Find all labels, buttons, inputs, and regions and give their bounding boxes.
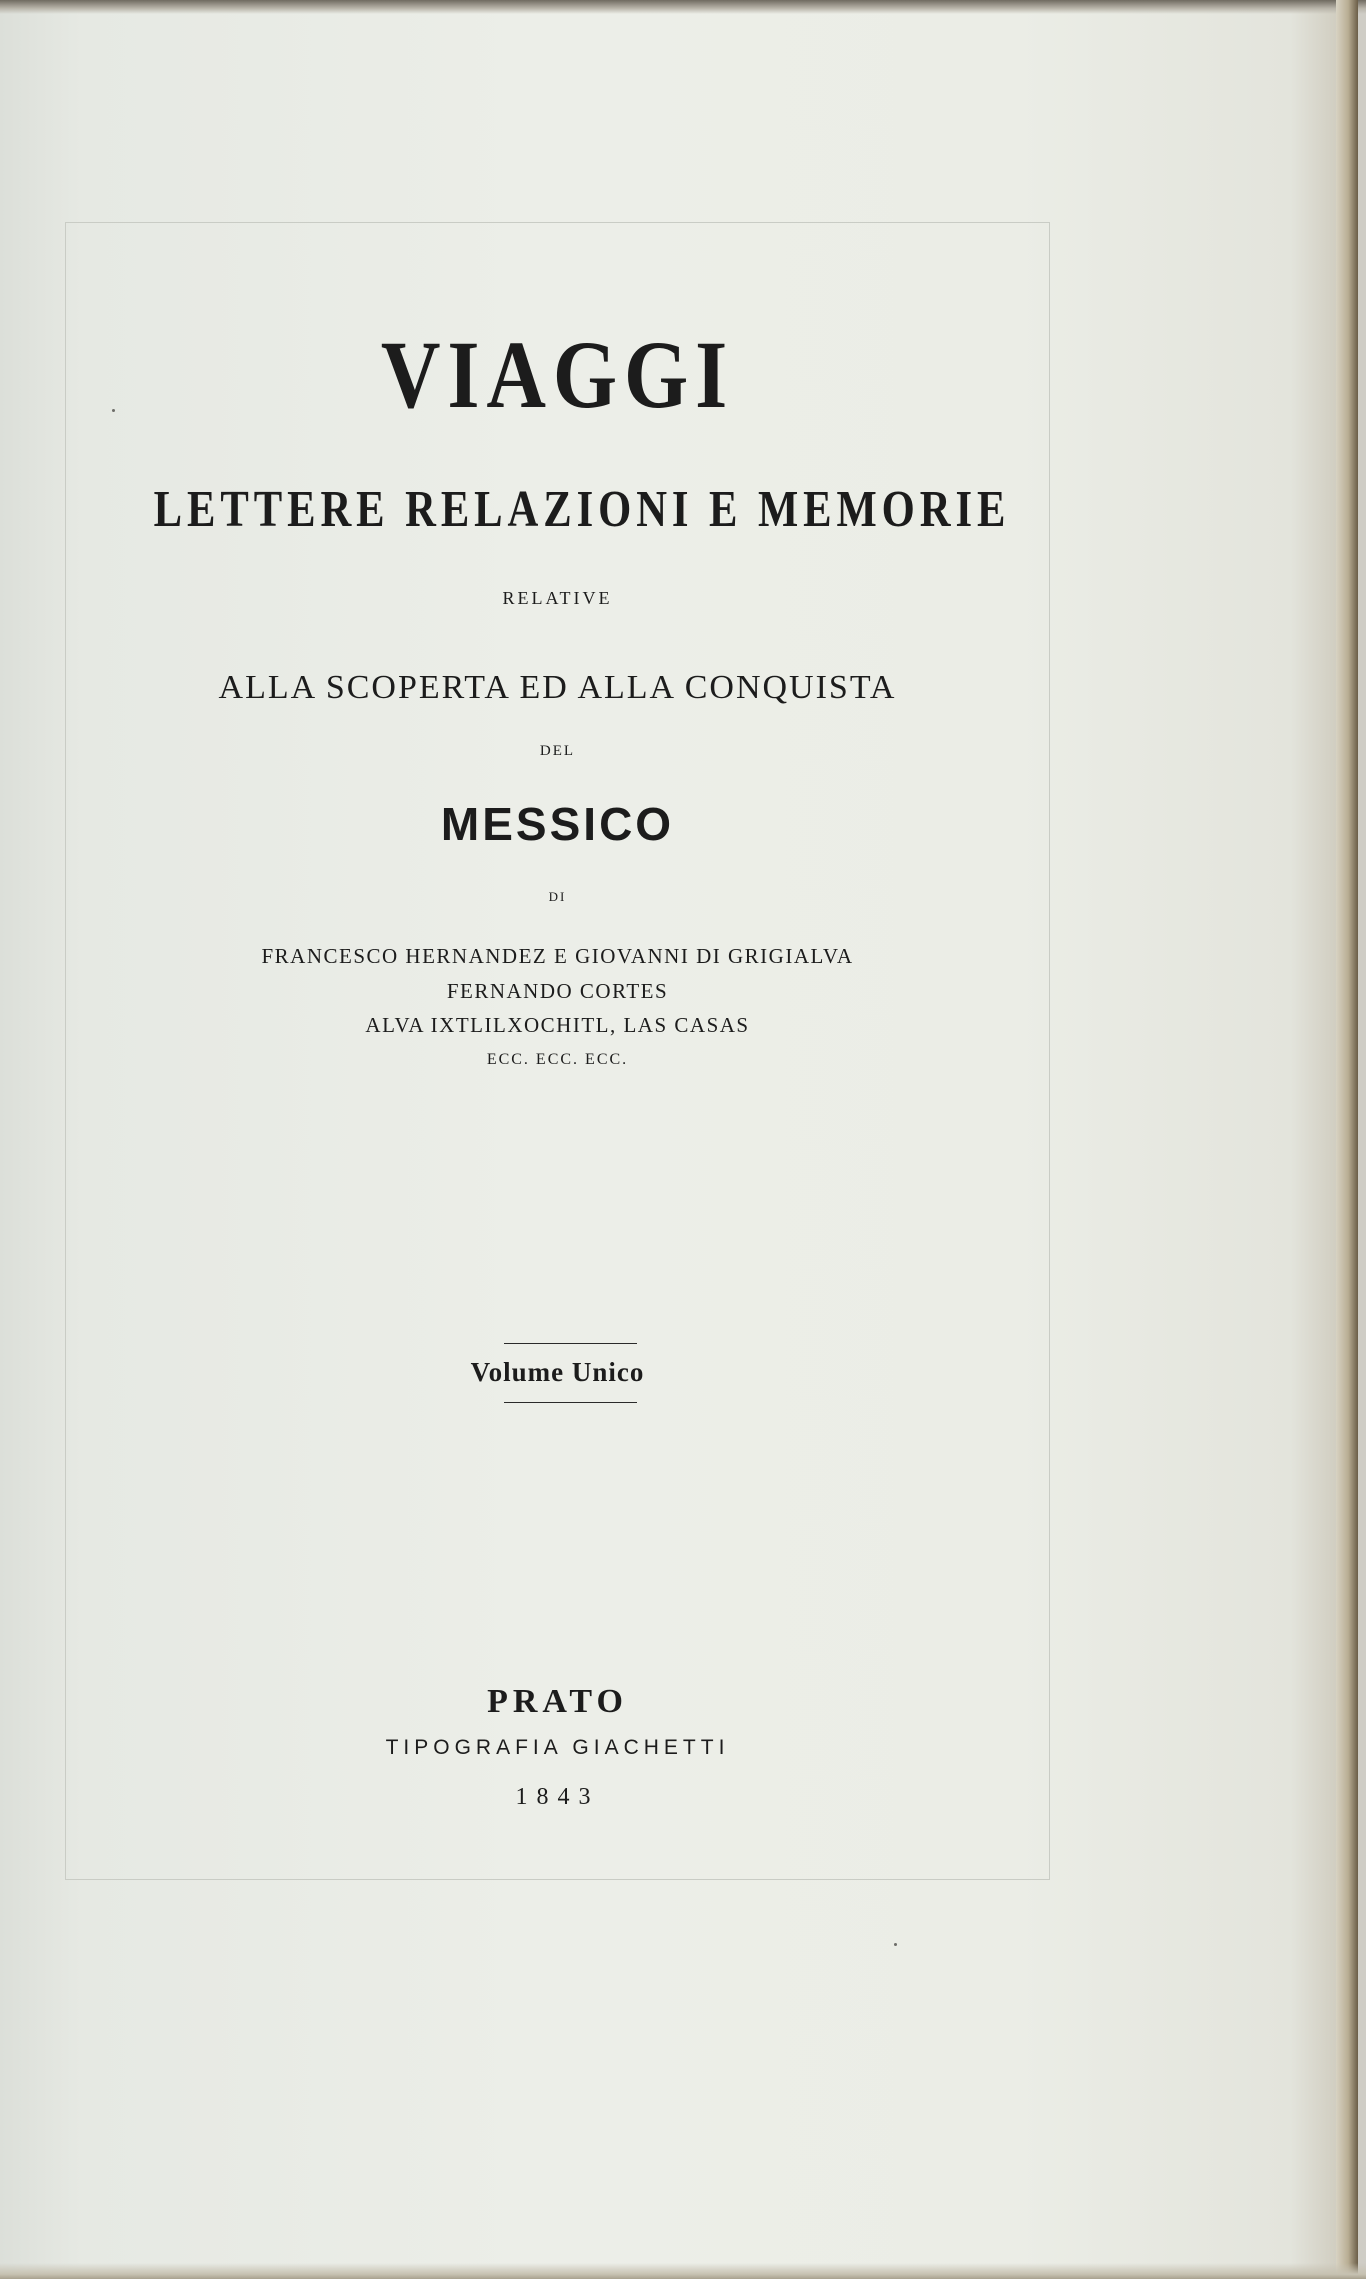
- volume-label: Volume Unico: [470, 1357, 645, 1387]
- scope-line: ALLA SCOPERTA ED ALLA CONQUISTA: [218, 669, 897, 706]
- rule-below-volume: [504, 1402, 637, 1403]
- paper-speck: [112, 409, 115, 412]
- authors-line: FERNANDO CORTES: [446, 979, 669, 1003]
- imprint-year: 1843: [515, 1784, 600, 1810]
- book-title: VIAGGI: [380, 321, 735, 428]
- authors-line: ALVA IXTLILXOCHITL, LAS CASAS: [365, 1013, 750, 1037]
- etc-line: ECC. ECC. ECC.: [486, 1051, 629, 1068]
- rule-above-volume: [504, 1343, 637, 1344]
- book-subtitle: LETTERE RELAZIONI E MEMORIE: [153, 481, 1011, 538]
- relative-word: RELATIVE: [502, 588, 613, 608]
- authors-line: FRANCESCO HERNANDEZ E GIOVANNI DI GRIGIALVA: [261, 944, 854, 968]
- place-name: MESSICO: [440, 798, 675, 850]
- page-top-shadow: [0, 0, 1366, 14]
- page-right-edge: [1336, 0, 1358, 2279]
- page-bottom-edge: [0, 2263, 1366, 2279]
- paper-speck: [894, 1943, 897, 1946]
- imprint-city: PRATO: [487, 1683, 628, 1720]
- del-word: DEL: [539, 743, 576, 759]
- imprint-printer: TIPOGRAFIA GIACHETTI: [385, 1736, 730, 1759]
- di-word: DI: [548, 889, 567, 904]
